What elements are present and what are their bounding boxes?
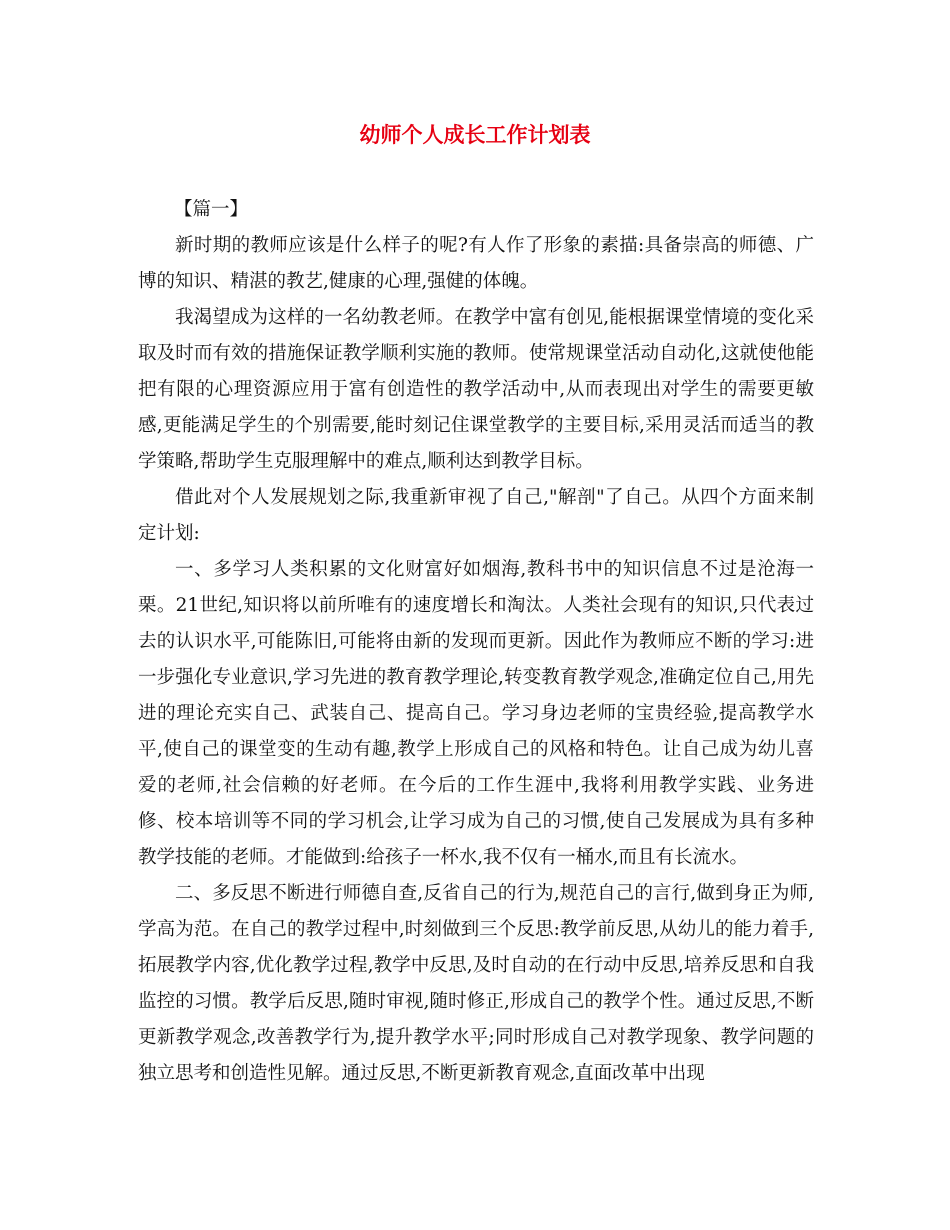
document-title: 幼师个人成长工作计划表 [359,122,591,147]
paragraph-5: 二、多反思不断进行师德自查,反省自己的行为,规范自己的言行,做到身正为师,学高为范。在自己的教学过程中,时刻做到三个反思:教学前反思,从幼儿的能力着手,拓展教学内容,优化教学过程,教学中反思,及时自动的在行动中反思,培养反思和自我监控的习惯。教学后反思,随时审视,随时修正,形成自己的教学个性。通过反思,不断更新教学观念,改善教学行为,提升教学水平;同时形成自己对教学现象、教学问题的独立思考和创造性见解。通过反思,不断更新教育观念,直面改革中出现 [138,883,814,1084]
paragraph-3: 借此对个人发展规划之际,我重新审视了自己,"解剖"了自己。从四个方面来制定计划: [138,487,814,544]
paragraph-4: 一、多学习人类积累的文化财富好如烟海,教科书中的知识信息不过是沧海一栗。21世纪,知识将以前所唯有的速度增长和淘汰。人类社会现有的知识,只代表过去的认识水平,可能陈旧,可能将由新的发现而更新。因此作为教师应不断的学习:进一步强化专业意识,学习先进的教育教学理论,转变教育教学观念,准确定位自己,用先进的理论充实自己、武装自己、提高自己。学习身边老师的宝贵经验,提高教学水平,使自己的课堂变的生动有趣,教学上形成自己的风格和特色。让自己成为幼儿喜爱的老师,社会信赖的好老师。在今后的工作生涯中,我将利用教学实践、业务进修、校本培训等不同的学习机会,让学习成为自己的习惯,使自己发展成为具有多种教学技能的老师。才能做到:给孩子一杯水,我不仅有一桶水,而且有长流水。 [138,559,814,868]
document-body [138,192,814,1092]
paragraph-1: 新时期的教师应该是什么样子的呢?有人作了形象的素描:具备崇高的师德、广博的知识、精湛的教艺,健康的心理,强健的体魄。 [138,235,814,292]
paragraph-2: 我渴望成为这样的一名幼教老师。在教学中富有创见,能根据课堂情境的变化采取及时而有效的措施保证教学顺利实施的教师。使常规课堂活动自动化,这就使他能把有限的心理资源应用于富有创造性的教学活动中,从而表现出对学生的需要更敏感,更能满足学生的个别需要,能时刻记住课堂教学的主要目标,采用灵活而适当的教学策略,帮助学生克服理解中的难点,顺利达到教学目标。 [138,307,814,472]
section-heading: 【篇一】 [174,199,249,220]
